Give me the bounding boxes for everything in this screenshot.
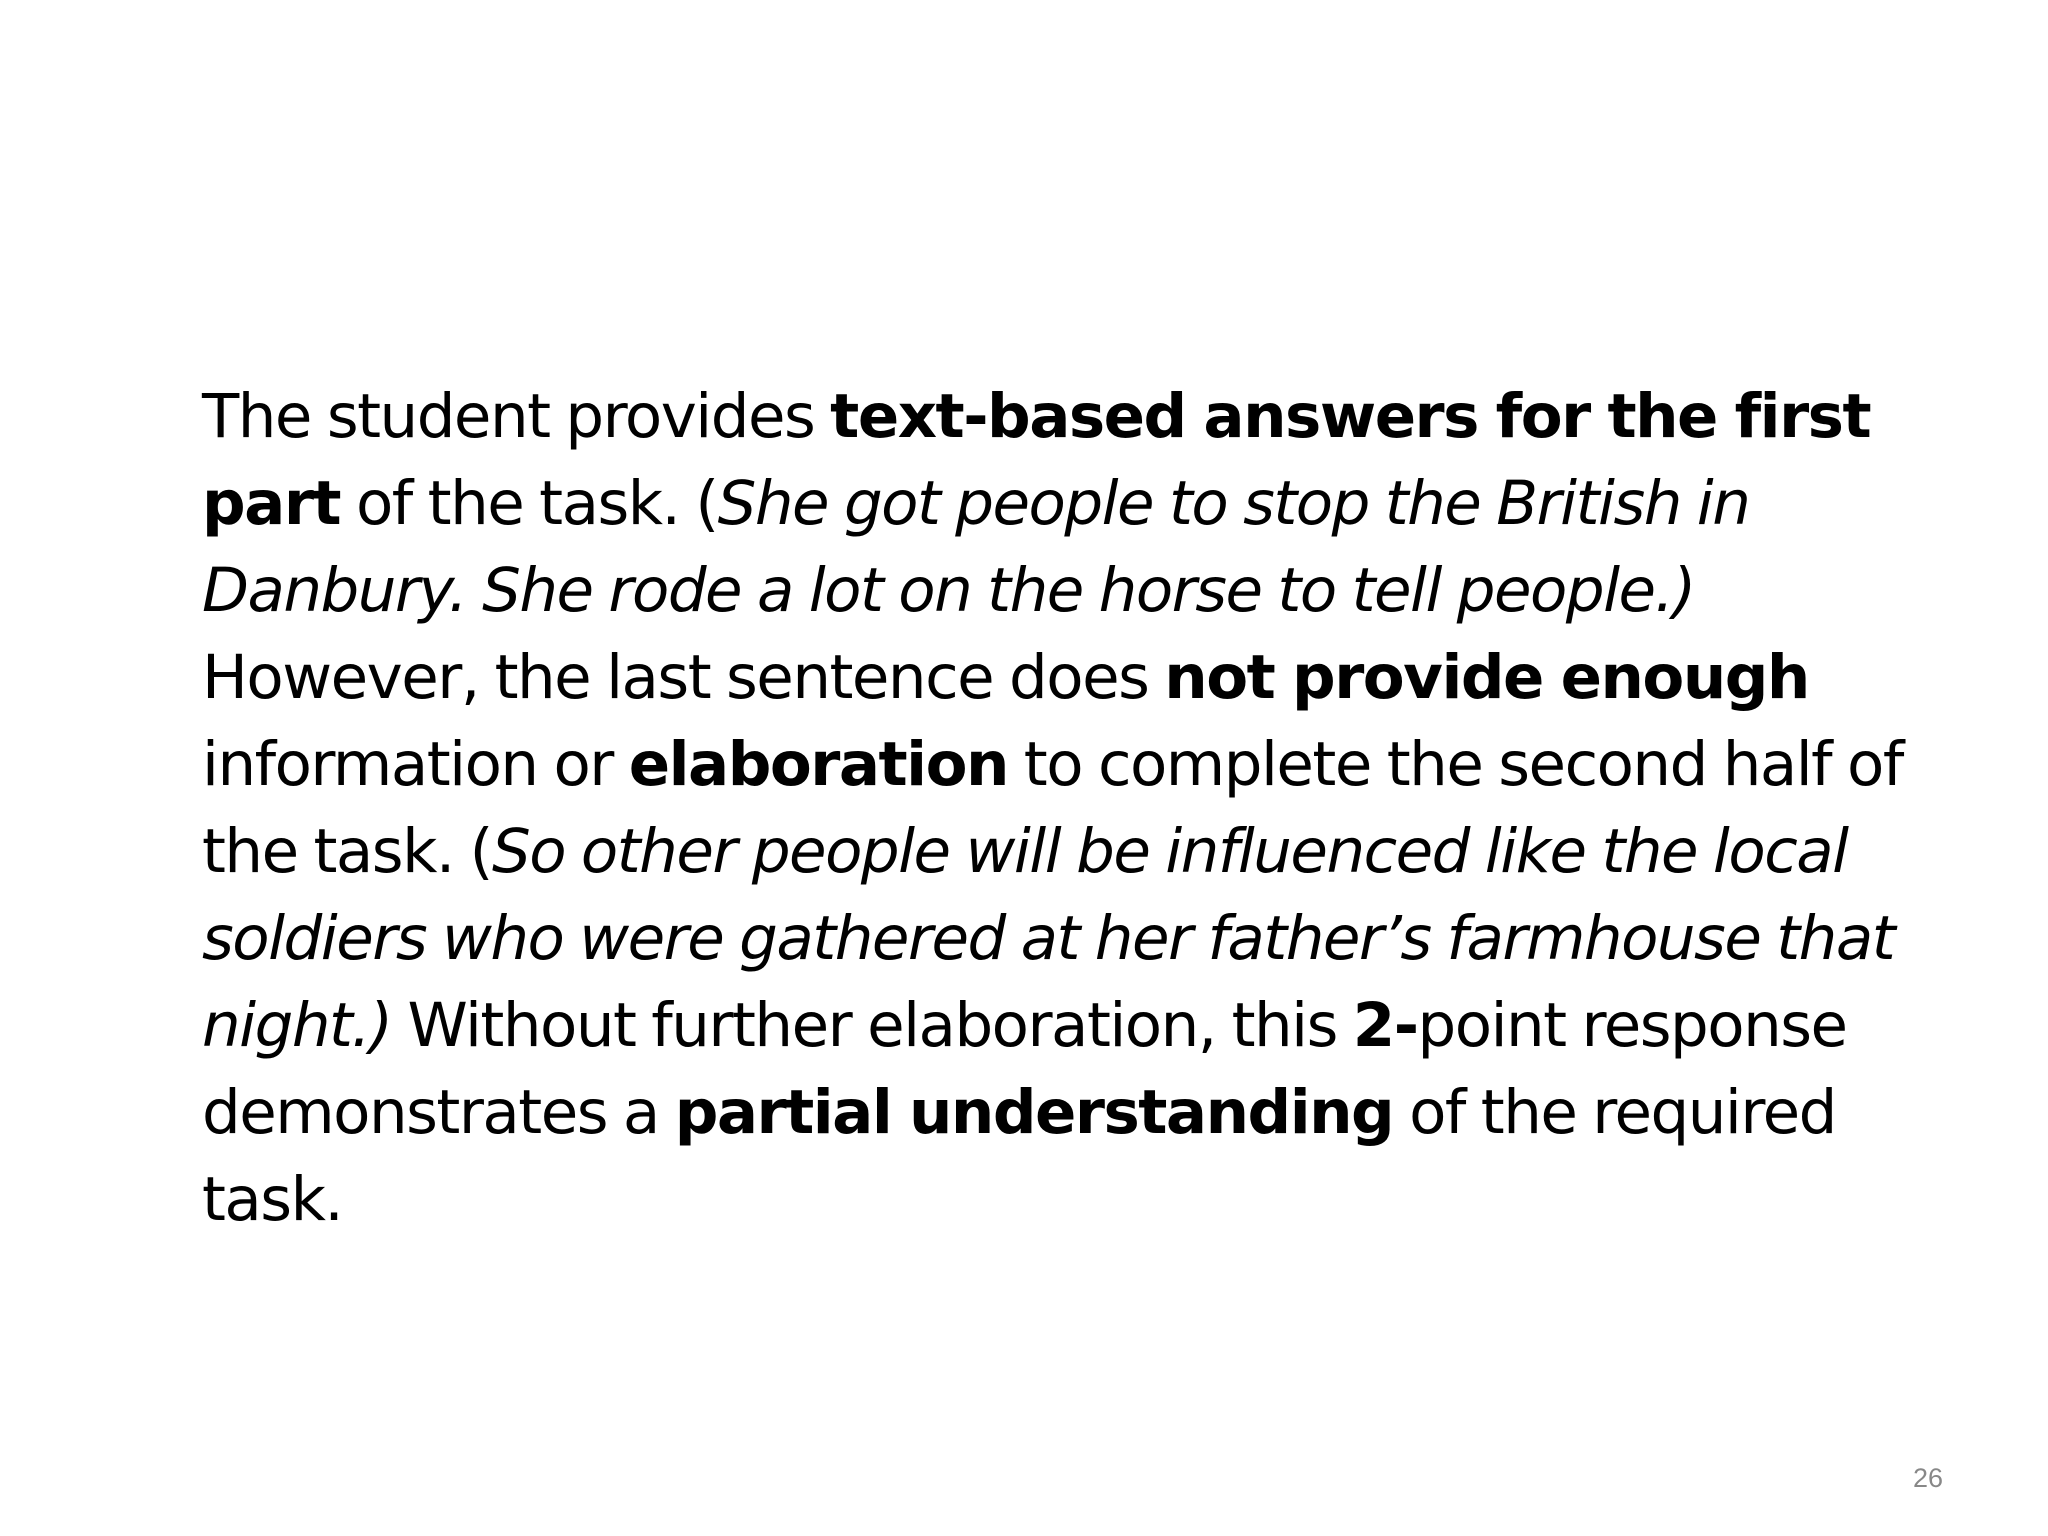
bold-text: text-based answers for the first part	[202, 381, 1871, 539]
italic-quote: So other people will be influenced like the local soldiers who were gathered at her father’s farmhouse that night.)	[202, 816, 1895, 1061]
page-number: 26	[1912, 1463, 1943, 1493]
body-paragraph	[202, 373, 1962, 1243]
bold-text: elaboration	[628, 729, 1008, 800]
text-run: point response demonstrates a	[202, 990, 1847, 1148]
bold-text: not provide enough	[1164, 642, 1809, 713]
italic-quote: She got people to stop the British in Danbury. She rode a lot on the horse to tell people.)	[202, 468, 1750, 626]
bold-text: 2-	[1352, 990, 1418, 1061]
text-run: of the required task.	[202, 1077, 1836, 1235]
text-run: Without further elaboration, this	[391, 990, 1353, 1061]
text-run: The student provides	[202, 381, 831, 452]
text-run: of the task. (	[340, 468, 718, 539]
text-run: to complete the second half of the task. (	[202, 729, 1903, 887]
text-run: information or	[202, 729, 629, 800]
text-run: However, the last sentence does	[202, 642, 1165, 713]
bold-text: partial understanding	[674, 1077, 1394, 1148]
